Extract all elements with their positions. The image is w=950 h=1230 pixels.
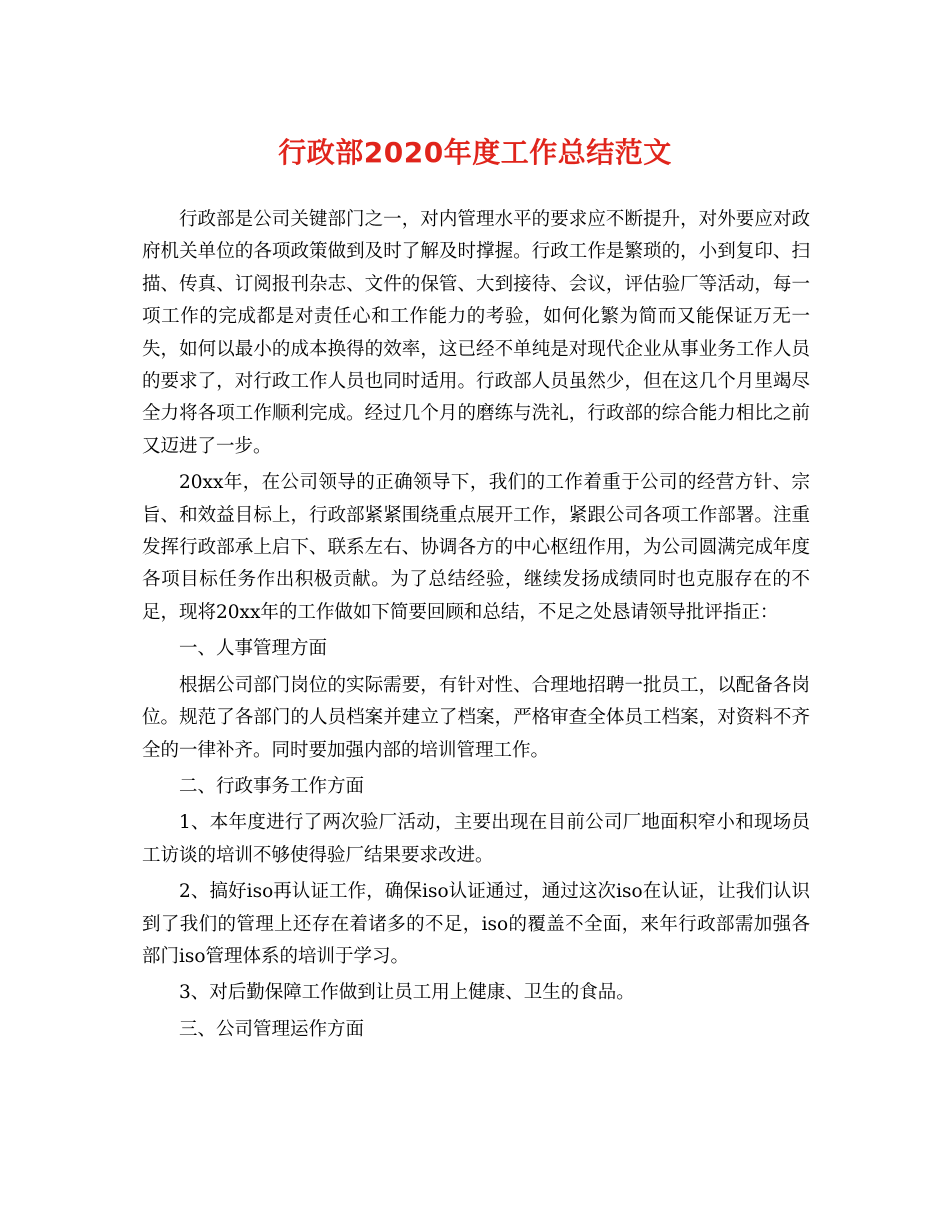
document-body (142, 204, 810, 1046)
paragraph-personnel: 根据公司部门岗位的实际需要，有针对性、合理地招聘一批员工，以配备各岗位。规范了各部门的人员档案并建立了档案，严格审查全体员工档案，对资料不齐全的一律补齐。同时要加强内部的培训管理工作。 (142, 674, 810, 761)
paragraph-item-3: 3、对后勤保障工作做到让员工用上健康、卫生的食品。 (179, 982, 635, 1004)
paragraph-item-2: 2、搞好iso再认证工作，确保iso认证通过，通过这次iso在认证，让我们认识到了我们的管理上还存在着诸多的不足，iso的覆盖不全面，来年行政部需加强各部门iso管理体系的培训于学习。 (142, 881, 810, 967)
paragraph-overview: 20xx年，在公司领导的正确领导下，我们的工作着重于公司的经营方针、宗旨、和效益目标上，行政部紧紧围绕重点展开工作，紧跟公司各项工作部署。注重发挥行政部承上启下、联系左右、协调各方的中心枢纽作用，为公司圆满完成年度各项目标任务作出积极贡献。为了总结经验，继续发扬成绩同时也克服存在的不足，现将20xx年的工作做如下简要回顾和总结，不足之处恳请领导批评指正： (142, 472, 810, 623)
paragraph-intro: 行政部是公司关键部门之一，对内管理水平的要求应不断提升，对外要应对政府机关单位的各项政策做到及时了解及时撑握。行政工作是繁琐的，小到复印、扫描、传真、订阅报刊杂志、文件的保管、大到接待、会议，评估验厂等活动，每一项工作的完成都是对责任心和工作能力的考验，如何化繁为简而又能保证万无一失，如何以最小的成本换得的效率，这已经不单纯是对现代企业从事业务工作人员的要求了，对行政工作人员也同时适用。行政部人员虽然少，但在这几个月里竭尽全力将各项工作顺利完成。经过几个月的磨练与洗礼，行政部的综合能力相比之前又迈进了一步。 (142, 209, 810, 457)
section-heading-company-management: 三、公司管理运作方面 (179, 1018, 365, 1040)
document-title: 行政部2020年度工作总结范文 (278, 136, 672, 169)
section-heading-admin-affairs: 二、行政事务工作方面 (179, 775, 365, 797)
paragraph-item-1: 1、本年度进行了两次验厂活动，主要出现在目前公司厂地面积窄小和现场员工访谈的培训不够使得验厂结果要求改进。 (142, 812, 810, 866)
section-heading-personnel: 一、人事管理方面 (179, 638, 328, 660)
